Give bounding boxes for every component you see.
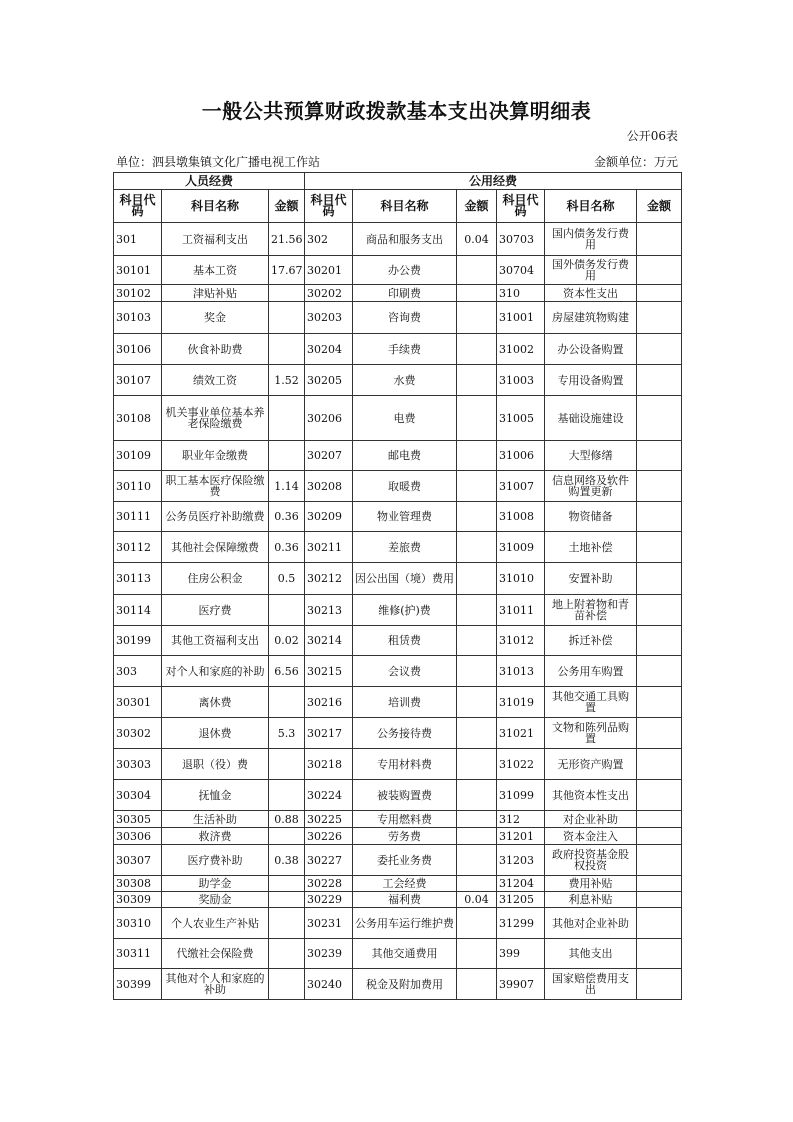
public-name: 会议费 <box>353 656 457 687</box>
personnel-code: 30103 <box>114 302 162 334</box>
capital-name: 物资储备 <box>545 502 637 532</box>
table-row <box>114 892 682 908</box>
table-row <box>114 908 682 939</box>
public-name: 水费 <box>353 365 457 396</box>
personnel-code: 30114 <box>114 595 162 626</box>
personnel-name: 救济费 <box>162 828 269 845</box>
capital-code: 31012 <box>497 626 545 656</box>
capital-code: 31099 <box>497 780 545 811</box>
capital-name: 办公设备购置 <box>545 334 637 365</box>
table-row <box>114 828 682 845</box>
capital-amount <box>637 396 682 441</box>
personnel-amount <box>269 876 305 892</box>
table-row <box>114 626 682 656</box>
public-amount <box>457 563 497 595</box>
capital-amount <box>637 828 682 845</box>
personnel-amount <box>269 969 305 1000</box>
personnel-name: 职工基本医疗保险缴费 <box>162 471 269 502</box>
personnel-code: 303 <box>114 656 162 687</box>
public-amount <box>457 334 497 365</box>
form-number: 公开06表 <box>626 129 678 143</box>
personnel-amount <box>269 892 305 908</box>
public-name: 邮电费 <box>353 441 457 471</box>
capital-code: 31009 <box>497 532 545 563</box>
personnel-amount <box>269 302 305 334</box>
personnel-amount <box>269 285 305 302</box>
capital-code: 31006 <box>497 441 545 471</box>
table-row <box>114 441 682 471</box>
public-name: 委托业务费 <box>353 845 457 876</box>
public-name: 商品和服务支出 <box>353 223 457 256</box>
capital-code: 31021 <box>497 718 545 749</box>
capital-code: 31003 <box>497 365 545 396</box>
capital-name: 文物和陈列品购置 <box>545 718 637 749</box>
public-amount <box>457 828 497 845</box>
capital-amount <box>637 302 682 334</box>
personnel-amount <box>269 939 305 969</box>
personnel-name: 助学金 <box>162 876 269 892</box>
capital-name: 其他资本性支出 <box>545 780 637 811</box>
personnel-amount <box>269 595 305 626</box>
public-code: 30212 <box>305 563 353 595</box>
capital-name: 费用补贴 <box>545 876 637 892</box>
public-name: 劳务费 <box>353 828 457 845</box>
public-header: 公用经费 <box>305 173 682 190</box>
col-code: 科目代码 <box>497 190 545 223</box>
table-row <box>114 656 682 687</box>
personnel-code: 30106 <box>114 334 162 365</box>
public-code: 30205 <box>305 365 353 396</box>
personnel-code: 30199 <box>114 626 162 656</box>
public-name: 差旅费 <box>353 532 457 563</box>
capital-code: 30704 <box>497 256 545 285</box>
public-name: 其他交通费用 <box>353 939 457 969</box>
public-amount <box>457 502 497 532</box>
table-row <box>114 563 682 595</box>
capital-amount <box>637 969 682 1000</box>
public-amount <box>457 656 497 687</box>
public-code: 30207 <box>305 441 353 471</box>
personnel-name: 基本工资 <box>162 256 269 285</box>
personnel-name: 住房公积金 <box>162 563 269 595</box>
capital-code: 31022 <box>497 749 545 780</box>
personnel-amount <box>269 828 305 845</box>
personnel-header: 人员经费 <box>114 173 305 190</box>
personnel-amount: 0.36 <box>269 532 305 563</box>
personnel-name: 医疗费补助 <box>162 845 269 876</box>
col-code: 科目代码 <box>114 190 162 223</box>
table-row <box>114 845 682 876</box>
capital-name: 利息补贴 <box>545 892 637 908</box>
table-row <box>114 939 682 969</box>
capital-name: 公务用车购置 <box>545 656 637 687</box>
capital-code: 31204 <box>497 876 545 892</box>
capital-name: 土地补偿 <box>545 532 637 563</box>
table-row <box>114 502 682 532</box>
col-code: 科目代码 <box>305 190 353 223</box>
public-code: 30227 <box>305 845 353 876</box>
public-name: 工会经费 <box>353 876 457 892</box>
public-name: 专用燃料费 <box>353 811 457 828</box>
group-header-row <box>114 173 682 190</box>
capital-code: 31299 <box>497 908 545 939</box>
public-code: 30225 <box>305 811 353 828</box>
personnel-code: 30305 <box>114 811 162 828</box>
capital-name: 对企业补助 <box>545 811 637 828</box>
personnel-name: 其他对个人和家庭的补助 <box>162 969 269 1000</box>
personnel-code: 30302 <box>114 718 162 749</box>
personnel-name: 退休费 <box>162 718 269 749</box>
personnel-name: 机关事业单位基本养老保险缴费 <box>162 396 269 441</box>
table-body <box>114 223 682 1000</box>
public-amount: 0.04 <box>457 892 497 908</box>
public-name: 手续费 <box>353 334 457 365</box>
personnel-amount: 17.67 <box>269 256 305 285</box>
personnel-name: 其他社会保障缴费 <box>162 532 269 563</box>
table-row <box>114 396 682 441</box>
personnel-name: 对个人和家庭的补助 <box>162 656 269 687</box>
table-row <box>114 749 682 780</box>
capital-amount <box>637 656 682 687</box>
col-amount: 金额 <box>637 190 682 223</box>
personnel-amount: 0.5 <box>269 563 305 595</box>
public-name: 专用材料费 <box>353 749 457 780</box>
personnel-name: 其他工资福利支出 <box>162 626 269 656</box>
personnel-name: 伙食补助费 <box>162 334 269 365</box>
capital-name: 国内债务发行费用 <box>545 223 637 256</box>
public-amount <box>457 532 497 563</box>
public-amount <box>457 908 497 939</box>
personnel-name: 奖金 <box>162 302 269 334</box>
table-row <box>114 969 682 1000</box>
personnel-name: 职业年金缴费 <box>162 441 269 471</box>
capital-code: 31205 <box>497 892 545 908</box>
public-name: 税金及附加费用 <box>353 969 457 1000</box>
public-name: 福利费 <box>353 892 457 908</box>
personnel-name: 公务员医疗补助缴费 <box>162 502 269 532</box>
personnel-code: 30310 <box>114 908 162 939</box>
personnel-code: 30112 <box>114 532 162 563</box>
table-row <box>114 876 682 892</box>
public-code: 30203 <box>305 302 353 334</box>
public-name: 租赁费 <box>353 626 457 656</box>
public-code: 30206 <box>305 396 353 441</box>
table-row <box>114 532 682 563</box>
personnel-name: 退职（役）费 <box>162 749 269 780</box>
capital-amount <box>637 595 682 626</box>
capital-code: 399 <box>497 939 545 969</box>
personnel-code: 30107 <box>114 365 162 396</box>
capital-name: 基础设施建设 <box>545 396 637 441</box>
capital-name: 信息网络及软件购置更新 <box>545 471 637 502</box>
public-amount <box>457 939 497 969</box>
capital-amount <box>637 223 682 256</box>
public-amount <box>457 595 497 626</box>
public-code: 30224 <box>305 780 353 811</box>
public-code: 30218 <box>305 749 353 780</box>
personnel-code: 30110 <box>114 471 162 502</box>
public-name: 被装购置费 <box>353 780 457 811</box>
unit-label: 单位：泗县墩集镇文化广播电视工作站 <box>116 155 321 169</box>
column-header-row <box>114 190 682 223</box>
personnel-code: 30308 <box>114 876 162 892</box>
public-code: 30231 <box>305 908 353 939</box>
public-name: 印刷费 <box>353 285 457 302</box>
personnel-name: 生活补助 <box>162 811 269 828</box>
capital-code: 39907 <box>497 969 545 1000</box>
public-amount <box>457 780 497 811</box>
table-row <box>114 811 682 828</box>
public-code: 30239 <box>305 939 353 969</box>
capital-name: 专用设备购置 <box>545 365 637 396</box>
public-code: 30215 <box>305 656 353 687</box>
personnel-name: 个人农业生产补贴 <box>162 908 269 939</box>
capital-code: 30703 <box>497 223 545 256</box>
page-title: 一般公共预算财政拨款基本支出决算明细表 <box>201 99 592 123</box>
personnel-amount: 1.52 <box>269 365 305 396</box>
capital-amount <box>637 441 682 471</box>
public-amount <box>457 365 497 396</box>
capital-amount <box>637 626 682 656</box>
table-row <box>114 780 682 811</box>
capital-name: 安置补助 <box>545 563 637 595</box>
public-code: 30226 <box>305 828 353 845</box>
capital-name: 无形资产购置 <box>545 749 637 780</box>
personnel-name: 绩效工资 <box>162 365 269 396</box>
capital-amount <box>637 687 682 718</box>
personnel-code: 30111 <box>114 502 162 532</box>
personnel-amount <box>269 687 305 718</box>
capital-code: 31005 <box>497 396 545 441</box>
capital-name: 资本性支出 <box>545 285 637 302</box>
capital-amount <box>637 845 682 876</box>
capital-code: 31203 <box>497 845 545 876</box>
public-amount <box>457 811 497 828</box>
public-amount <box>457 285 497 302</box>
personnel-name: 离休费 <box>162 687 269 718</box>
capital-name: 政府投资基金股权投资 <box>545 845 637 876</box>
table-row <box>114 285 682 302</box>
personnel-amount <box>269 441 305 471</box>
capital-code: 31007 <box>497 471 545 502</box>
personnel-code: 30108 <box>114 396 162 441</box>
table-row <box>114 334 682 365</box>
public-code: 30229 <box>305 892 353 908</box>
capital-name: 房屋建筑物购建 <box>545 302 637 334</box>
capital-amount <box>637 471 682 502</box>
personnel-amount: 21.56 <box>269 223 305 256</box>
capital-name: 资本金注入 <box>545 828 637 845</box>
capital-name: 其他交通工具购置 <box>545 687 637 718</box>
public-code: 30217 <box>305 718 353 749</box>
public-code: 30211 <box>305 532 353 563</box>
public-code: 30213 <box>305 595 353 626</box>
personnel-amount <box>269 749 305 780</box>
personnel-name: 工资福利支出 <box>162 223 269 256</box>
capital-amount <box>637 749 682 780</box>
public-name: 因公出国（境）费用 <box>353 563 457 595</box>
table-row <box>114 687 682 718</box>
capital-amount <box>637 334 682 365</box>
expenditure-table <box>113 172 682 1000</box>
personnel-amount: 0.36 <box>269 502 305 532</box>
capital-amount <box>637 563 682 595</box>
public-amount: 0.04 <box>457 223 497 256</box>
personnel-code: 30309 <box>114 892 162 908</box>
public-amount <box>457 749 497 780</box>
public-code: 302 <box>305 223 353 256</box>
personnel-code: 30109 <box>114 441 162 471</box>
public-code: 30202 <box>305 285 353 302</box>
personnel-amount <box>269 396 305 441</box>
table-row <box>114 223 682 256</box>
public-amount <box>457 626 497 656</box>
public-amount <box>457 687 497 718</box>
capital-amount <box>637 502 682 532</box>
public-amount <box>457 845 497 876</box>
capital-amount <box>637 256 682 285</box>
table-row <box>114 718 682 749</box>
capital-code: 312 <box>497 811 545 828</box>
personnel-amount: 0.02 <box>269 626 305 656</box>
table-row <box>114 595 682 626</box>
public-code: 30240 <box>305 969 353 1000</box>
public-amount <box>457 471 497 502</box>
public-name: 物业管理费 <box>353 502 457 532</box>
personnel-code: 30301 <box>114 687 162 718</box>
capital-code: 31013 <box>497 656 545 687</box>
capital-name: 国家赔偿费用支出 <box>545 969 637 1000</box>
capital-name: 其他对企业补助 <box>545 908 637 939</box>
personnel-amount: 6.56 <box>269 656 305 687</box>
public-name: 公务接待费 <box>353 718 457 749</box>
col-amount: 金额 <box>269 190 305 223</box>
public-code: 30228 <box>305 876 353 892</box>
capital-amount <box>637 718 682 749</box>
public-name: 咨询费 <box>353 302 457 334</box>
capital-code: 31001 <box>497 302 545 334</box>
public-name: 电费 <box>353 396 457 441</box>
capital-name: 国外债务发行费用 <box>545 256 637 285</box>
capital-name: 拆迁补偿 <box>545 626 637 656</box>
public-name: 培训费 <box>353 687 457 718</box>
capital-amount <box>637 285 682 302</box>
money-unit-label: 金额单位：万元 <box>593 155 678 169</box>
public-amount <box>457 441 497 471</box>
table-row <box>114 471 682 502</box>
public-name: 办公费 <box>353 256 457 285</box>
personnel-code: 30101 <box>114 256 162 285</box>
capital-code: 310 <box>497 285 545 302</box>
capital-amount <box>637 811 682 828</box>
public-code: 30201 <box>305 256 353 285</box>
personnel-code: 30113 <box>114 563 162 595</box>
capital-name: 其他支出 <box>545 939 637 969</box>
public-amount <box>457 256 497 285</box>
personnel-code: 30311 <box>114 939 162 969</box>
personnel-code: 30303 <box>114 749 162 780</box>
table-row <box>114 365 682 396</box>
capital-amount <box>637 532 682 563</box>
public-amount <box>457 718 497 749</box>
capital-amount <box>637 876 682 892</box>
capital-name: 地上附着物和青苗补偿 <box>545 595 637 626</box>
capital-amount <box>637 780 682 811</box>
personnel-amount <box>269 908 305 939</box>
personnel-code: 30306 <box>114 828 162 845</box>
capital-amount <box>637 892 682 908</box>
capital-code: 31011 <box>497 595 545 626</box>
public-name: 取暖费 <box>353 471 457 502</box>
table-row <box>114 302 682 334</box>
public-amount <box>457 396 497 441</box>
personnel-amount <box>269 780 305 811</box>
capital-code: 31201 <box>497 828 545 845</box>
col-name: 科目名称 <box>353 190 457 223</box>
col-name: 科目名称 <box>162 190 269 223</box>
public-code: 30204 <box>305 334 353 365</box>
public-code: 30216 <box>305 687 353 718</box>
capital-code: 31008 <box>497 502 545 532</box>
table-row <box>114 256 682 285</box>
personnel-name: 奖励金 <box>162 892 269 908</box>
col-name: 科目名称 <box>545 190 637 223</box>
personnel-code: 30304 <box>114 780 162 811</box>
capital-code: 31002 <box>497 334 545 365</box>
personnel-amount: 1.14 <box>269 471 305 502</box>
public-amount <box>457 876 497 892</box>
personnel-name: 医疗费 <box>162 595 269 626</box>
public-code: 30214 <box>305 626 353 656</box>
capital-code: 31019 <box>497 687 545 718</box>
public-name: 维修(护)费 <box>353 595 457 626</box>
personnel-name: 抚恤金 <box>162 780 269 811</box>
personnel-amount <box>269 334 305 365</box>
public-code: 30209 <box>305 502 353 532</box>
capital-amount <box>637 939 682 969</box>
personnel-code: 30102 <box>114 285 162 302</box>
personnel-amount: 5.3 <box>269 718 305 749</box>
capital-amount <box>637 908 682 939</box>
public-code: 30208 <box>305 471 353 502</box>
personnel-name: 代缴社会保险费 <box>162 939 269 969</box>
personnel-amount: 0.38 <box>269 845 305 876</box>
capital-amount <box>637 365 682 396</box>
public-amount <box>457 969 497 1000</box>
col-amount: 金额 <box>457 190 497 223</box>
personnel-code: 301 <box>114 223 162 256</box>
public-name: 公务用车运行维护费 <box>353 908 457 939</box>
capital-code: 31010 <box>497 563 545 595</box>
personnel-amount: 0.88 <box>269 811 305 828</box>
capital-name: 大型修缮 <box>545 441 637 471</box>
personnel-code: 30399 <box>114 969 162 1000</box>
personnel-name: 津贴补贴 <box>162 285 269 302</box>
personnel-code: 30307 <box>114 845 162 876</box>
public-amount <box>457 302 497 334</box>
